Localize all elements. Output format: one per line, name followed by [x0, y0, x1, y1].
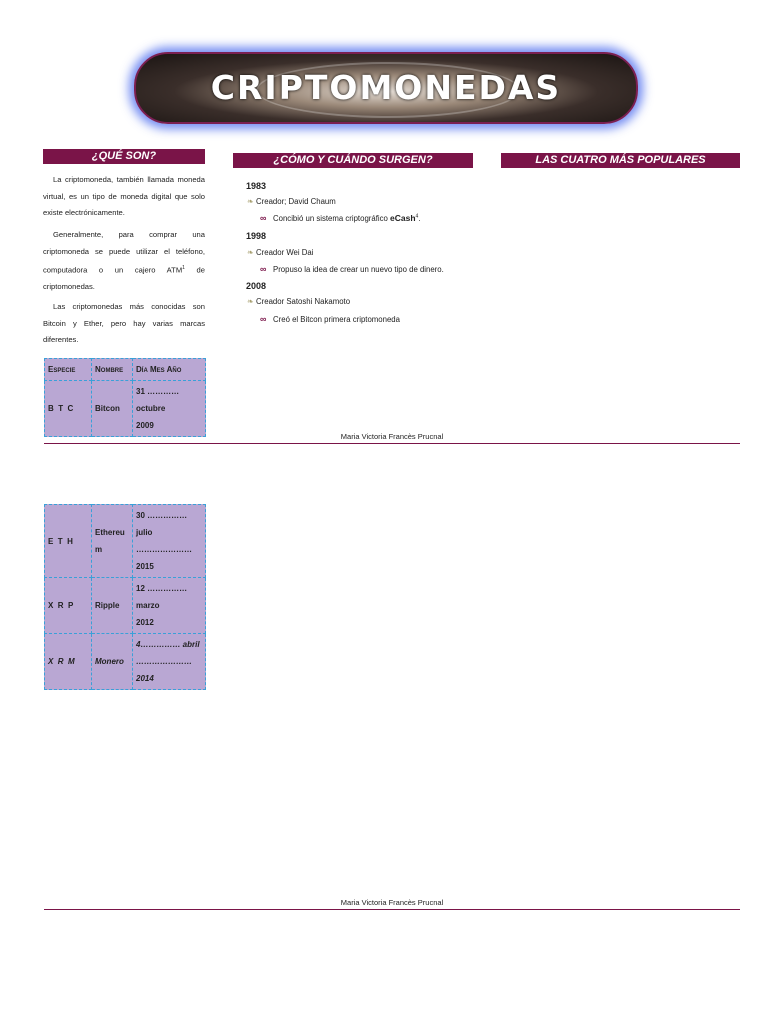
cell-fecha-line1: 30 ……………julio: [136, 511, 188, 537]
infinity-bullet-icon: ∞: [260, 264, 267, 274]
cell-fecha-line1: 12 ……………marzo: [136, 584, 188, 610]
header-nombre: Nombre: [92, 359, 133, 381]
year-2008: 2008: [246, 281, 267, 291]
timeline-text: Creador; David Chaum: [256, 197, 336, 206]
cell-especie: E T H: [45, 505, 92, 578]
footer-rule-2: [44, 909, 740, 910]
crypto-table-2: [44, 504, 206, 690]
cell-fecha: [133, 505, 206, 578]
timeline-subitem: [260, 264, 444, 274]
cell-fecha-line2: 2012: [136, 618, 154, 627]
timeline-item: [247, 197, 336, 206]
timeline-subitem: [260, 213, 420, 223]
leaf-bullet-icon: ❧: [247, 248, 254, 257]
section-header-populares: LAS CUATRO MÁS POPULARES: [501, 153, 740, 168]
table-row: [45, 578, 206, 634]
cell-especie: X R M: [45, 634, 92, 690]
section-header-que-son: ¿QUÉ SON?: [43, 149, 205, 164]
timeline-item: [247, 248, 314, 257]
cell-fecha: [133, 634, 206, 690]
timeline-text: Creador Satoshi Nakamoto: [256, 297, 351, 306]
year-1998: 1998: [246, 231, 267, 241]
leaf-bullet-icon: ❧: [247, 297, 254, 306]
title-banner: [134, 52, 638, 124]
period: .: [418, 214, 421, 223]
page-footer-author-2: Maria Victoria Francès Prucnal: [340, 898, 444, 907]
cell-fecha-line2: …………………2015: [136, 545, 192, 571]
table-row: [45, 381, 206, 437]
header-especie: Especie: [45, 359, 92, 381]
ecash-term: eCash: [390, 213, 416, 223]
timeline-subitem: [260, 314, 400, 324]
timeline-subtext: Propuso la idea de crear un nuevo tipo de dinero.: [273, 265, 444, 274]
header-fecha: Día Mes Año: [133, 359, 206, 381]
intro-paragraph-2: [43, 227, 205, 296]
footnote-ref[interactable]: 4: [415, 213, 419, 220]
table-header-row: [45, 359, 206, 381]
cell-nombre: Bitcon: [92, 381, 133, 437]
timeline-item: [247, 297, 350, 306]
crypto-table-1: [44, 358, 206, 437]
intro-p2-text: Generalmente, para comprar una criptomoneda se puede utilizar el teléfono, computadora o un cajero ATM: [43, 230, 205, 275]
intro-p2-text-end: de criptomonedas.: [43, 265, 205, 292]
cell-fecha-line1: 31 …………octubre: [136, 387, 180, 413]
cell-fecha: [133, 578, 206, 634]
cell-fecha-line2: 2009: [136, 421, 154, 430]
page-footer-author: Maria Victoria Francès Prucnal: [340, 432, 444, 441]
table-row: [45, 634, 206, 690]
intro-paragraph-1: La criptomoneda, también llamada moneda virtual, es un tipo de moneda digital que solo existe electrónicamente.: [43, 175, 205, 217]
cell-especie: B T C: [45, 381, 92, 437]
footer-rule: [44, 443, 740, 444]
year-1983: 1983: [246, 181, 267, 191]
timeline-text: Creador Wei Dai: [256, 248, 314, 257]
footnote-ref[interactable]: 1: [182, 265, 185, 271]
leaf-bullet-icon: ❧: [247, 197, 254, 206]
cell-fecha: [133, 381, 206, 437]
cell-nombre-line2: m: [95, 545, 103, 554]
cell-especie: X R P: [45, 578, 92, 634]
cell-nombre: [92, 505, 133, 578]
table-row: [45, 505, 206, 578]
cell-nombre-line1: Ethereu: [95, 528, 125, 537]
infinity-bullet-icon: ∞: [260, 314, 267, 324]
cell-nombre: Ripple: [92, 578, 133, 634]
timeline-subtext: Concibió un sistema criptográfico: [273, 214, 391, 223]
page-title: CRIPTOMONEDAS: [210, 68, 562, 107]
cell-nombre: Monero: [92, 634, 133, 690]
timeline-subtext: Creó el Bitcon primera criptomoneda: [273, 315, 400, 324]
cell-fecha-line2: …………………2014: [136, 657, 192, 683]
infinity-bullet-icon: ∞: [260, 213, 267, 223]
section-header-como-surgen: ¿CÓMO Y CUÁNDO SURGEN?: [233, 153, 473, 168]
intro-paragraph-3: Las criptomonedas más conocidas son Bitcoin y Ether, pero hay varias marcas diferentes.: [43, 302, 205, 344]
cell-fecha-line1: 4…………… abril: [136, 640, 200, 649]
